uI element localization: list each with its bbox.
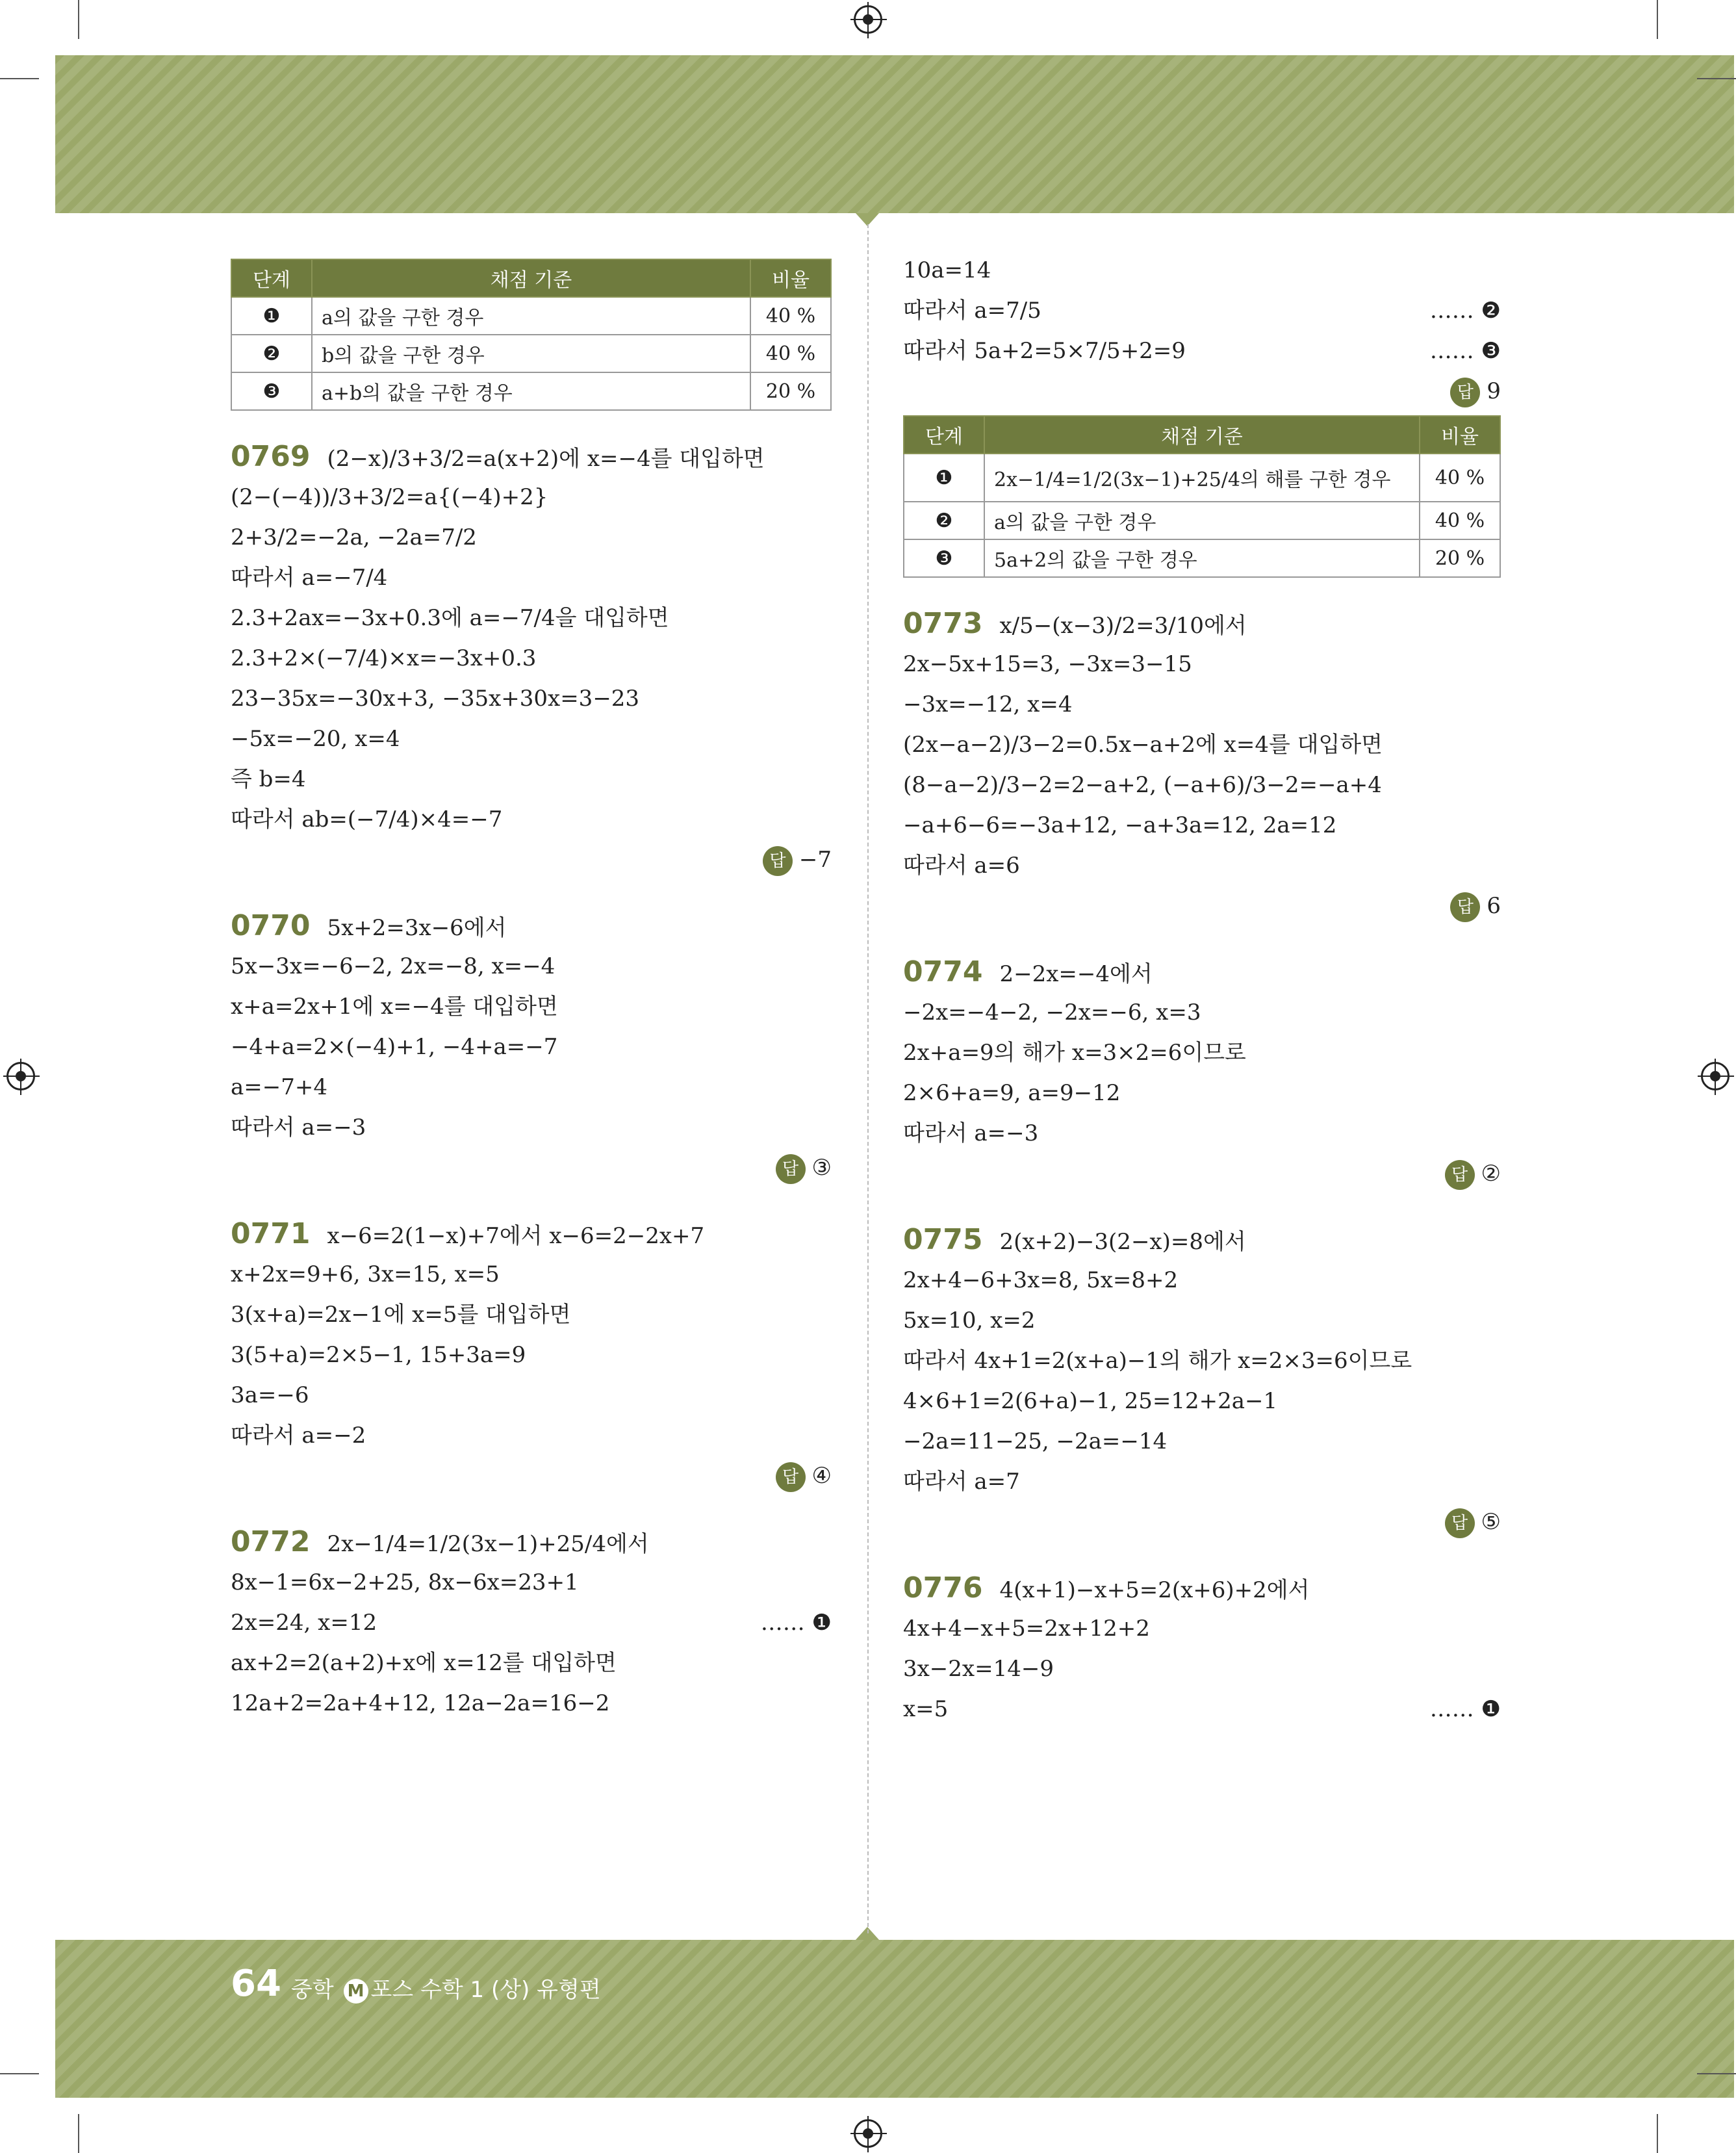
grading-table-1 bbox=[231, 259, 832, 411]
left-column bbox=[231, 259, 832, 1723]
crop-mark bbox=[1657, 0, 1658, 39]
crop-mark bbox=[1697, 2073, 1736, 2074]
crop-mark bbox=[78, 2114, 79, 2153]
problem-number: 0772 bbox=[231, 1525, 311, 1558]
problem-head: 5x+2=3x−6에서 bbox=[327, 915, 507, 941]
solution-line: 4×6+1=2(6+a)−1, 25=12+2a−1 bbox=[903, 1388, 1278, 1414]
answer-value: −7 bbox=[798, 847, 832, 873]
answer-value: ⑤ bbox=[1481, 1509, 1501, 1535]
solution-line: 5x−3x=−6−2, 2x=−8, x=−4 bbox=[231, 953, 555, 979]
problem-head: (2−x)/3+3/2=a(x+2)에 x=−4를 대입하면 bbox=[327, 446, 765, 472]
solution-line: 2+3/2=−2a, −2a=7/2 bbox=[231, 524, 477, 550]
solution-line: 2×6+a=9, a=9−12 bbox=[903, 1080, 1121, 1106]
book-title-suffix: 포스 수학 1 (상) 유형편 bbox=[370, 1977, 601, 2003]
answer-badge: 답 bbox=[776, 1462, 806, 1492]
row-criteria: 5a+2의 값을 구한 경우 bbox=[984, 539, 1420, 577]
answer-row bbox=[903, 371, 1501, 411]
solution-line: 따라서 a=7/5 bbox=[903, 298, 1041, 324]
solution-line: x+a=2x+1에 x=−4를 대입하면 bbox=[231, 994, 558, 1020]
solution-line: 4x+4−x+5=2x+12+2 bbox=[903, 1616, 1150, 1642]
grading-table-2 bbox=[903, 415, 1501, 578]
solution-line: 3(x+a)=2x−1에 x=5를 대입하면 bbox=[231, 1302, 571, 1328]
solution-line: −2a=11−25, −2a=−14 bbox=[903, 1428, 1168, 1454]
solution-line: 23−35x=−30x+3, −35x+30x=3−23 bbox=[231, 686, 640, 712]
solution-line: 따라서 a=6 bbox=[903, 853, 1020, 879]
answer-row bbox=[231, 840, 832, 880]
right-column bbox=[903, 250, 1501, 1729]
solution-line: 따라서 a=−7/4 bbox=[231, 565, 388, 591]
answer-badge: 답 bbox=[1445, 1160, 1475, 1190]
solution-line: 3(5+a)=2×5−1, 15+3a=9 bbox=[231, 1342, 526, 1368]
header-criteria: 채점 기준 bbox=[984, 416, 1420, 454]
problem-0776 bbox=[903, 1568, 1501, 1729]
row-ratio: 40 % bbox=[750, 335, 831, 372]
problem-number: 0769 bbox=[231, 440, 311, 473]
solution-line: −a+6−6=−3a+12, −a+3a=12, 2a=12 bbox=[903, 812, 1337, 838]
solution-line: −3x=−12, x=4 bbox=[903, 691, 1073, 717]
row-criteria: a의 값을 구한 경우 bbox=[984, 502, 1420, 539]
problem-0771 bbox=[231, 1214, 832, 1496]
problem-head: 4(x+1)−x+5=2(x+6)+2에서 bbox=[999, 1577, 1310, 1603]
column-divider bbox=[867, 224, 869, 1933]
solution-line: 따라서 ab=(−7/4)×4=−7 bbox=[231, 806, 503, 832]
solution-line: 2.3+2ax=−3x+0.3에 a=−7/4을 대입하면 bbox=[231, 605, 669, 631]
answer-badge: 답 bbox=[1445, 1508, 1475, 1538]
solution-line: 12a+2=2a+4+12, 12a−2a=16−2 bbox=[231, 1690, 610, 1716]
problem-number: 0774 bbox=[903, 955, 983, 988]
solution-line: 따라서 a=7 bbox=[903, 1469, 1020, 1495]
mpos-logo-icon: M bbox=[344, 1979, 368, 2004]
solution-line: x+2x=9+6, 3x=15, x=5 bbox=[231, 1261, 500, 1287]
step-marker: …… ❷ bbox=[1429, 298, 1501, 324]
problem-head: 2−2x=−4에서 bbox=[999, 961, 1153, 987]
solution-line: 2x−5x+15=3, −3x=3−15 bbox=[903, 651, 1192, 677]
step-marker: …… ❸ bbox=[1429, 338, 1501, 364]
header-ratio: 비율 bbox=[1420, 416, 1500, 454]
solution-line: (8−a−2)/3−2=2−a+2, (−a+6)/3−2=−a+4 bbox=[903, 772, 1382, 798]
answer-badge: 답 bbox=[763, 846, 793, 876]
crop-mark bbox=[1657, 2114, 1658, 2153]
row-ratio: 40 % bbox=[1420, 502, 1500, 539]
header-criteria: 채점 기준 bbox=[312, 259, 750, 297]
answer-badge: 답 bbox=[1450, 378, 1480, 407]
problem-0775 bbox=[903, 1220, 1501, 1542]
problem-number: 0773 bbox=[903, 607, 983, 640]
solution-line: 따라서 a=−2 bbox=[231, 1423, 366, 1449]
problem-0772-continued bbox=[903, 250, 1501, 411]
crop-mark bbox=[0, 78, 39, 79]
header-ratio: 비율 bbox=[750, 259, 831, 297]
header-step: 단계 bbox=[231, 259, 312, 297]
row-step: ❸ bbox=[904, 539, 984, 577]
solution-line: 5x=10, x=2 bbox=[903, 1308, 1036, 1334]
row-criteria: a+b의 값을 구한 경우 bbox=[312, 372, 750, 410]
answer-value: ③ bbox=[811, 1155, 832, 1181]
crop-mark bbox=[78, 0, 79, 39]
solution-line: 2x=24, x=12 bbox=[231, 1610, 377, 1636]
problem-0774 bbox=[903, 952, 1501, 1194]
problem-0769 bbox=[231, 437, 832, 880]
solution-line: 8x−1=6x−2+25, 8x−6x=23+1 bbox=[231, 1569, 579, 1595]
solution-line: a=−7+4 bbox=[231, 1074, 327, 1100]
solution-line: x=5 bbox=[903, 1696, 949, 1722]
solution-line: −5x=−20, x=4 bbox=[231, 726, 400, 752]
row-step: ❷ bbox=[904, 502, 984, 539]
answer-value: ② bbox=[1481, 1161, 1501, 1187]
row-criteria: b의 값을 구한 경우 bbox=[312, 335, 750, 372]
solution-line: 2x+a=9의 해가 x=3×2=6이므로 bbox=[903, 1040, 1246, 1066]
registration-mark-icon bbox=[6, 1062, 35, 1090]
answer-row bbox=[903, 886, 1501, 926]
solution-line: 즉 b=4 bbox=[231, 766, 306, 792]
solution-line: 3a=−6 bbox=[231, 1382, 309, 1408]
row-ratio: 20 % bbox=[1420, 539, 1500, 577]
row-step: ❶ bbox=[231, 297, 312, 335]
solution-line: 따라서 a=−3 bbox=[903, 1120, 1039, 1146]
answer-badge: 답 bbox=[1450, 892, 1480, 922]
problem-0770 bbox=[231, 906, 832, 1188]
row-criteria: 2x−1/4=1/2(3x−1)+25/4의 해를 구한 경우 bbox=[984, 454, 1420, 502]
book-title bbox=[291, 1972, 601, 2004]
crop-mark bbox=[0, 2073, 39, 2074]
row-ratio: 40 % bbox=[1420, 454, 1500, 502]
solution-line: 2x+4−6+3x=8, 5x=8+2 bbox=[903, 1267, 1179, 1293]
problem-head: 2x−1/4=1/2(3x−1)+25/4에서 bbox=[327, 1531, 649, 1557]
problem-number: 0770 bbox=[231, 909, 311, 942]
crop-mark bbox=[1697, 78, 1736, 79]
solution-line: −4+a=2×(−4)+1, −4+a=−7 bbox=[231, 1034, 558, 1060]
row-step: ❶ bbox=[904, 454, 984, 502]
solution-line: 따라서 4x+1=2(x+a)−1의 해가 x=2×3=6이므로 bbox=[903, 1348, 1412, 1374]
answer-value: 6 bbox=[1487, 893, 1501, 919]
solution-line: (2x−a−2)/3−2=0.5x−a+2에 x=4를 대입하면 bbox=[903, 732, 1383, 758]
registration-mark-icon bbox=[854, 5, 882, 34]
row-ratio: 20 % bbox=[750, 372, 831, 410]
footer-band bbox=[55, 1940, 1734, 2098]
problem-0773 bbox=[903, 604, 1501, 926]
problem-head: x−6=2(1−x)+7에서 x−6=2−2x+7 bbox=[327, 1223, 705, 1249]
solution-line: 3x−2x=14−9 bbox=[903, 1656, 1054, 1682]
problem-head: x/5−(x−3)/2=3/10에서 bbox=[999, 613, 1247, 639]
book-title-prefix: 중학 bbox=[291, 1977, 334, 2003]
registration-mark-icon bbox=[854, 2119, 882, 2148]
problem-0772 bbox=[231, 1522, 832, 1723]
answer-row bbox=[903, 1502, 1501, 1542]
solution-line: (2−(−4))/3+3/2=a{(−4)+2} bbox=[231, 484, 548, 510]
header-step: 단계 bbox=[904, 416, 984, 454]
solution-line: 따라서 a=−3 bbox=[231, 1115, 366, 1141]
solution-line: 10a=14 bbox=[903, 257, 991, 283]
solution-line: −2x=−4−2, −2x=−6, x=3 bbox=[903, 999, 1201, 1025]
step-marker: …… ❶ bbox=[1429, 1696, 1501, 1722]
header-band bbox=[55, 55, 1734, 213]
row-step: ❷ bbox=[231, 335, 312, 372]
answer-row bbox=[903, 1154, 1501, 1194]
row-ratio: 40 % bbox=[750, 297, 831, 335]
problem-number: 0775 bbox=[903, 1223, 983, 1256]
answer-badge: 답 bbox=[776, 1154, 806, 1184]
answer-row bbox=[231, 1456, 832, 1496]
registration-mark-icon bbox=[1701, 1062, 1730, 1090]
page-number: 64 bbox=[231, 1963, 281, 2005]
row-step: ❸ bbox=[231, 372, 312, 410]
row-criteria: a의 값을 구한 경우 bbox=[312, 297, 750, 335]
problem-number: 0776 bbox=[903, 1571, 983, 1605]
problem-number: 0771 bbox=[231, 1217, 311, 1250]
answer-value: 9 bbox=[1487, 378, 1501, 404]
solution-line: 따라서 5a+2=5×7/5+2=9 bbox=[903, 338, 1186, 364]
problem-head: 2(x+2)−3(2−x)=8에서 bbox=[999, 1229, 1246, 1255]
step-marker: …… ❶ bbox=[760, 1610, 832, 1636]
answer-row bbox=[231, 1148, 832, 1188]
solution-line: ax+2=2(a+2)+x에 x=12를 대입하면 bbox=[231, 1650, 617, 1676]
answer-value: ④ bbox=[811, 1463, 832, 1489]
solution-line: 2.3+2×(−7/4)×x=−3x+0.3 bbox=[231, 645, 537, 671]
